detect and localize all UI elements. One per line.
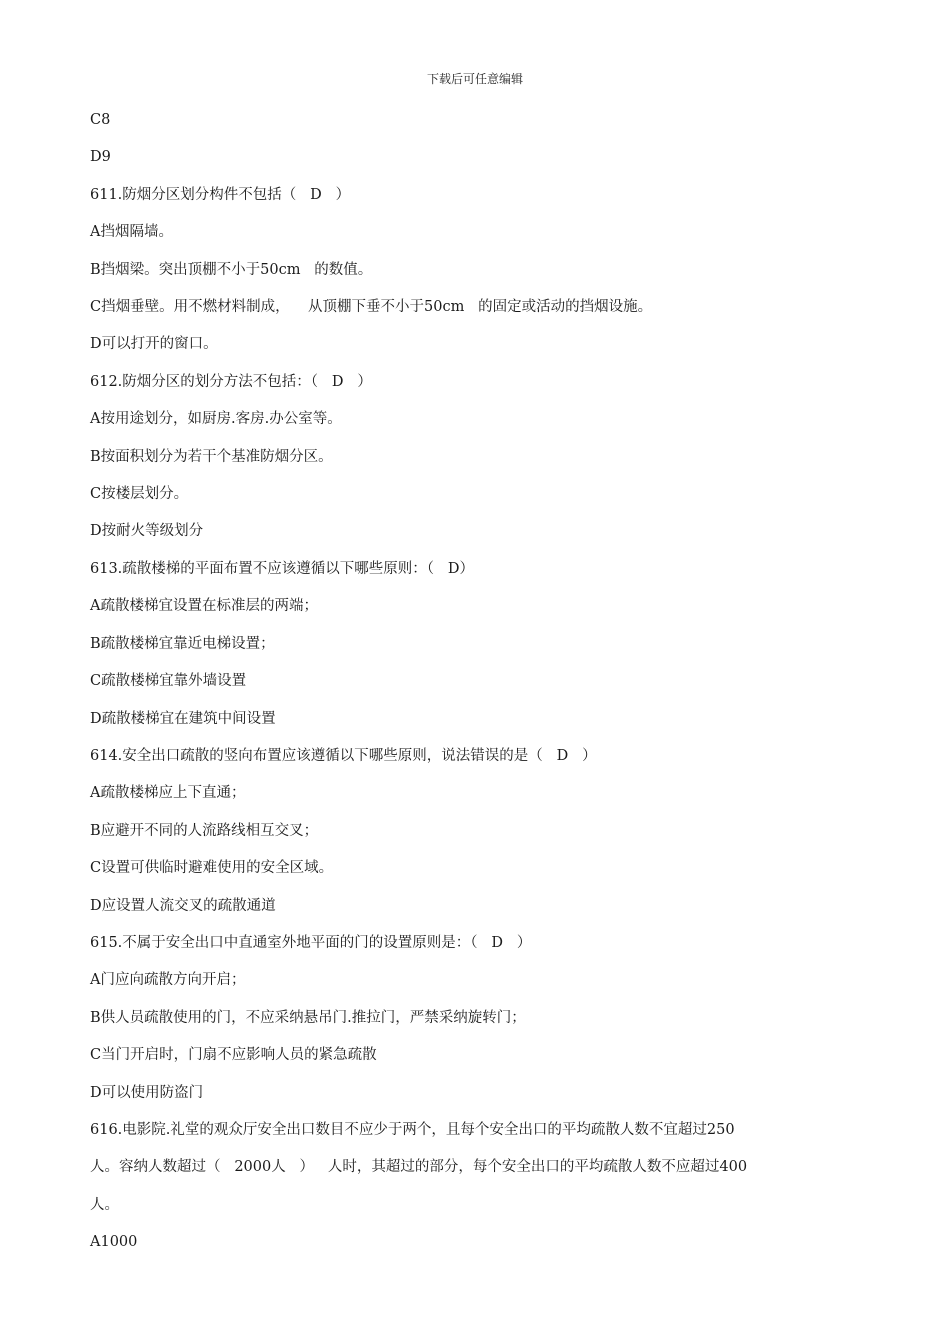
question-614: 614.安全出口疏散的竖向布置应该遵循以下哪些原则，说法错误的是（ D ） — [90, 747, 597, 764]
option-line: C挡烟垂壁。用不燃材料制成， 从顶棚下垂不小于50cm 的固定或活动的挡烟设施。 — [90, 299, 653, 316]
option-line: C按楼层划分。 — [90, 486, 189, 503]
question-616-continued: 人。容纳人数超过（ 2000人 ） 人时，其超过的部分，每个安全出口的平均疏散人数不应超过400 — [90, 1159, 748, 1176]
text-line: C8 — [90, 112, 111, 128]
question-616-continued: 人。 — [90, 1196, 119, 1213]
option-line: A门应向疏散方向开启； — [90, 972, 246, 989]
question-615: 615.不属于安全出口中直通室外地平面的门的设置原则是：（ D ） — [90, 934, 532, 951]
question-613: 613.疏散楼梯的平面布置不应该遵循以下哪些原则：（ D） — [90, 560, 474, 577]
option-line: D可以使用防盗门 — [90, 1084, 204, 1101]
document-body — [90, 102, 860, 1262]
option-line: B供人员疏散使用的门，不应采纳悬吊门.推拉门，严禁采纳旋转门； — [90, 1009, 526, 1026]
option-line: D可以打开的窗口。 — [90, 336, 218, 353]
option-line: D疏散楼梯宜在建筑中间设置 — [90, 710, 276, 727]
option-line: D按耐火等级划分 — [90, 523, 204, 540]
text-line: D9 — [90, 149, 111, 166]
option-line: A按用途划分，如厨房.客房.办公室等。 — [90, 411, 342, 428]
option-line: B疏散楼梯宜靠近电梯设置； — [90, 635, 275, 652]
option-line: B挡烟梁。突出顶棚不小于50cm 的数值。 — [90, 261, 373, 278]
option-line: B应避开不同的人流路线相互交叉； — [90, 822, 319, 839]
option-line: B按面积划分为若干个基准防烟分区。 — [90, 448, 333, 465]
page-header: 下载后可任意编辑 — [426, 72, 523, 86]
option-line: D应设置人流交叉的疏散通道 — [90, 897, 276, 914]
option-line: A1000 — [90, 1234, 138, 1251]
option-line: A疏散楼梯应上下直通； — [90, 785, 246, 802]
option-line: A疏散楼梯宜设置在标准层的两端； — [90, 598, 318, 615]
option-line: C当门开启时，门扇不应影响人员的紧急疏散 — [90, 1047, 377, 1064]
question-611: 611.防烟分区划分构件不包括（ D ） — [90, 186, 351, 203]
question-612: 612.防烟分区的划分方法不包括：（ D ） — [90, 373, 372, 390]
option-line: C疏散楼梯宜靠外墙设置 — [90, 673, 247, 690]
question-616: 616.电影院.礼堂的观众厅安全出口数目不应少于两个，且每个安全出口的平均疏散人数不宜超过250 — [90, 1121, 735, 1138]
option-line: A挡烟隔墙。 — [90, 224, 173, 241]
option-line: C设置可供临时避难使用的安全区域。 — [90, 860, 334, 877]
